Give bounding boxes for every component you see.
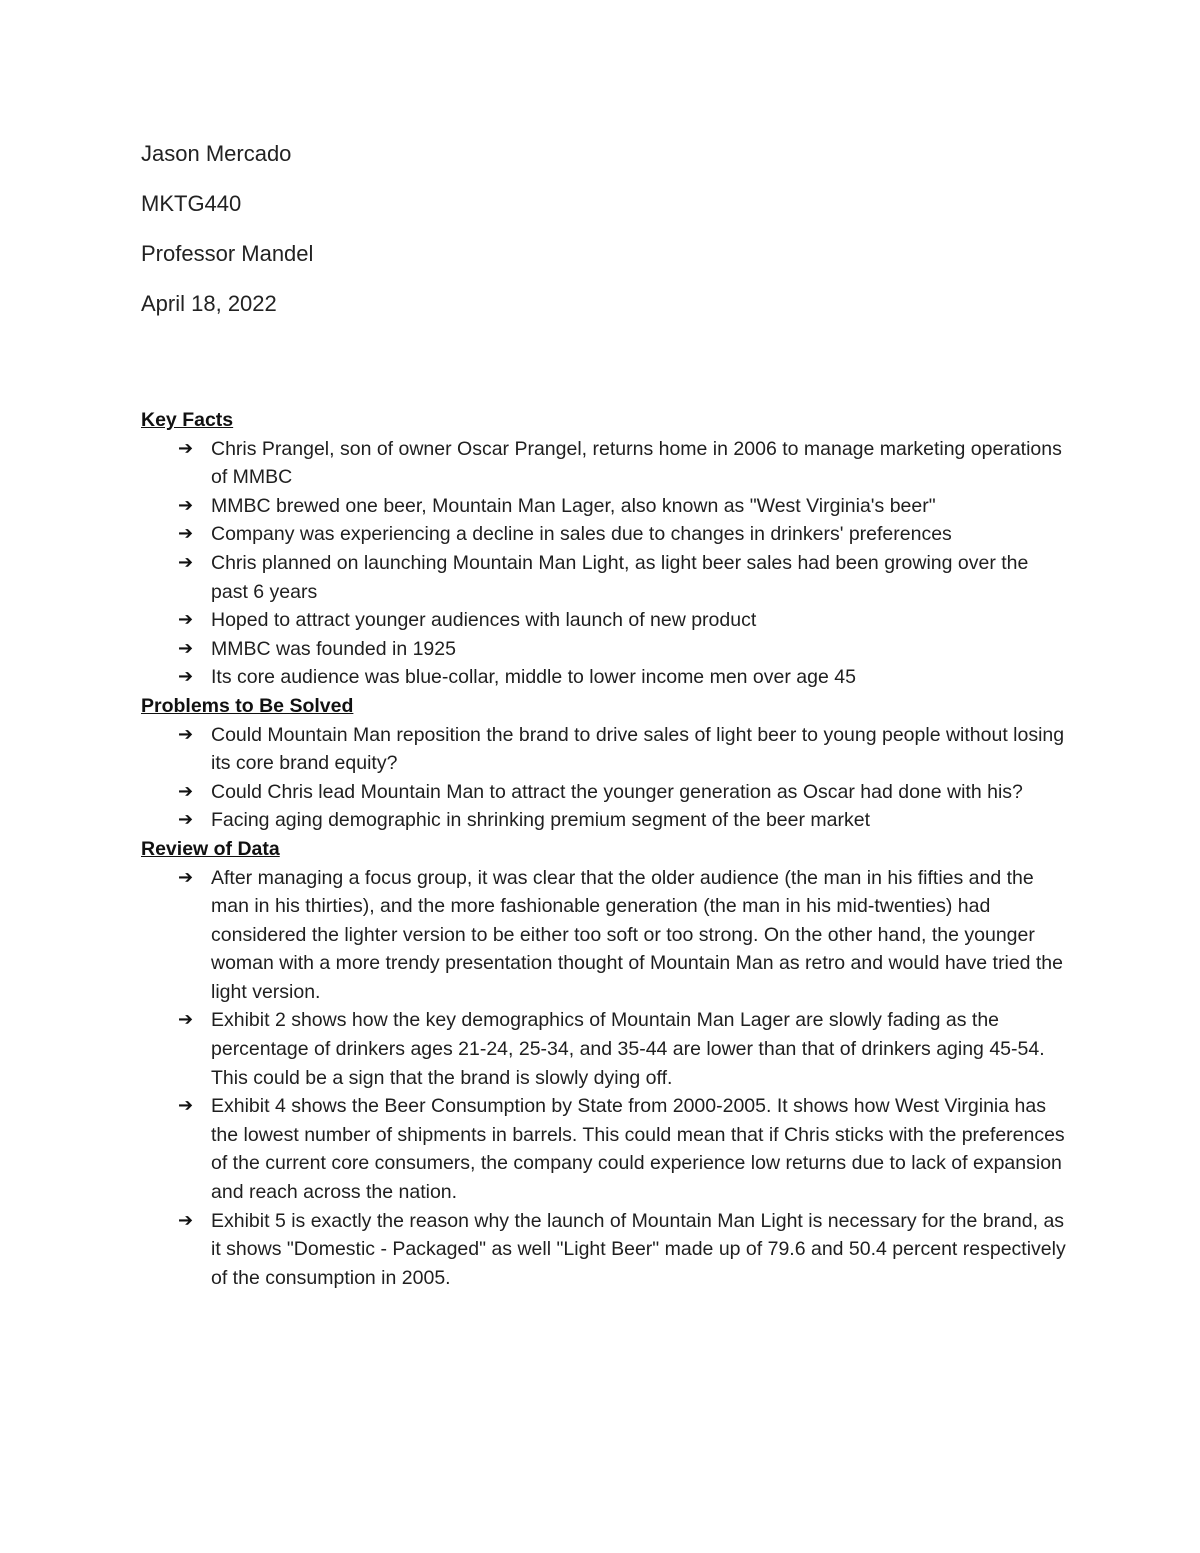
arrow-right-icon: ➔ xyxy=(178,809,194,831)
list-item-text: Chris Prangel, son of owner Oscar Prangel, returns home in 2006 to manage marketing operations of MMBC xyxy=(211,437,1062,489)
arrow-right-icon: ➔ xyxy=(178,666,194,688)
list-item xyxy=(178,549,1066,606)
list-item-text: Exhibit 2 shows how the key demographics of Mountain Man Lager are slowly fading as the percentage of drinkers ages 21-24, 25-34, and 35-44 are lower than that of drinkers aging 45-54. This could be a sign that the brand is slowly dying off. xyxy=(211,1009,1045,1089)
list-item xyxy=(178,721,1066,778)
list-item xyxy=(178,635,1066,664)
list-item-text: Could Mountain Man reposition the brand to drive sales of light beer to young people without losing its core brand equity? xyxy=(211,723,1065,775)
arrow-right-icon: ➔ xyxy=(178,1209,194,1231)
list-item xyxy=(178,1207,1066,1293)
list-item-text: MMBC was founded in 1925 xyxy=(211,637,456,660)
section-title: Key Facts xyxy=(141,409,234,431)
list-item-text: MMBC brewed one beer, Mountain Man Lager, also known as "West Virginia's beer" xyxy=(211,494,936,517)
list-item-text: Exhibit 5 is exactly the reason why the launch of Mountain Man Light is necessary for the brand, as it shows "Domestic - Packaged" as well "Light Beer" made up of 79.6 and 50.4 percent respectively of the consumption in 2005. xyxy=(211,1209,1066,1289)
arrow-right-icon: ➔ xyxy=(178,723,194,745)
list-item-text: Its core audience was blue-collar, middle to lower income men over age 45 xyxy=(211,666,856,689)
author-name: Jason Mercado xyxy=(141,141,292,166)
professor-name: Professor Mandel xyxy=(141,241,314,266)
arrow-right-icon: ➔ xyxy=(178,1009,194,1031)
list-item-text: Facing aging demographic in shrinking premium segment of the beer market xyxy=(211,809,871,832)
list-item xyxy=(178,663,1066,692)
arrow-right-icon: ➔ xyxy=(178,637,194,659)
arrow-right-icon: ➔ xyxy=(178,494,194,516)
list-item xyxy=(178,606,1066,635)
list-item xyxy=(178,806,1066,835)
list-item-text: Exhibit 4 shows the Beer Consumption by State from 2000-2005. It shows how West Virginia has the lowest number of shipments in barrels. This could mean that if Chris sticks with the preferences of the current core consumers, the company could experience low returns due to lack of expansion and reach across the nation. xyxy=(211,1095,1065,1204)
document-page xyxy=(141,138,1066,1292)
sections-container xyxy=(141,406,1066,1292)
list-item-text: Could Chris lead Mountain Man to attract the younger generation as Oscar had done with his? xyxy=(211,780,1023,803)
list-item-text: Company was experiencing a decline in sales due to changes in drinkers' preferences xyxy=(211,523,952,546)
arrow-right-icon: ➔ xyxy=(178,866,194,888)
course-code: MKTG440 xyxy=(141,191,242,216)
section xyxy=(141,692,1066,835)
list-item xyxy=(178,864,1066,1007)
list-item xyxy=(178,520,1066,549)
section-title: Problems to Be Solved xyxy=(141,694,354,717)
arrow-right-icon: ➔ xyxy=(178,551,194,573)
list-item-text: After managing a focus group, it was clear that the older audience (the man in his fifties and the man in his thirties), and the more fashionable generation (the man in his mid-twenties) had considered the lighter version to be either too soft or too strong. On the other hand, the younger woman with a more trendy presentation thought of Mountain Man as retro and would have tried the light version. xyxy=(211,866,1063,1003)
list-item xyxy=(178,778,1066,807)
bullet-list xyxy=(141,721,1066,835)
list-item-text: Chris planned on launching Mountain Man Light, as light beer sales had been growing over the past 6 years xyxy=(211,551,1029,603)
arrow-right-icon: ➔ xyxy=(178,609,194,631)
arrow-right-icon: ➔ xyxy=(178,523,194,545)
list-item xyxy=(178,1092,1066,1206)
arrow-right-icon: ➔ xyxy=(178,780,194,802)
list-item-text: Hoped to attract younger audiences with launch of new product xyxy=(211,609,757,632)
bullet-list xyxy=(141,435,1066,692)
arrow-right-icon: ➔ xyxy=(178,1095,194,1117)
list-item xyxy=(178,492,1066,521)
list-item xyxy=(178,435,1066,492)
section xyxy=(141,406,1066,692)
arrow-right-icon: ➔ xyxy=(178,437,194,459)
section xyxy=(141,835,1066,1293)
spacer xyxy=(141,338,1066,406)
bullet-list xyxy=(141,864,1066,1293)
section-title: Review of Data xyxy=(141,837,280,860)
document-date: April 18, 2022 xyxy=(141,291,277,316)
list-item xyxy=(178,1006,1066,1092)
